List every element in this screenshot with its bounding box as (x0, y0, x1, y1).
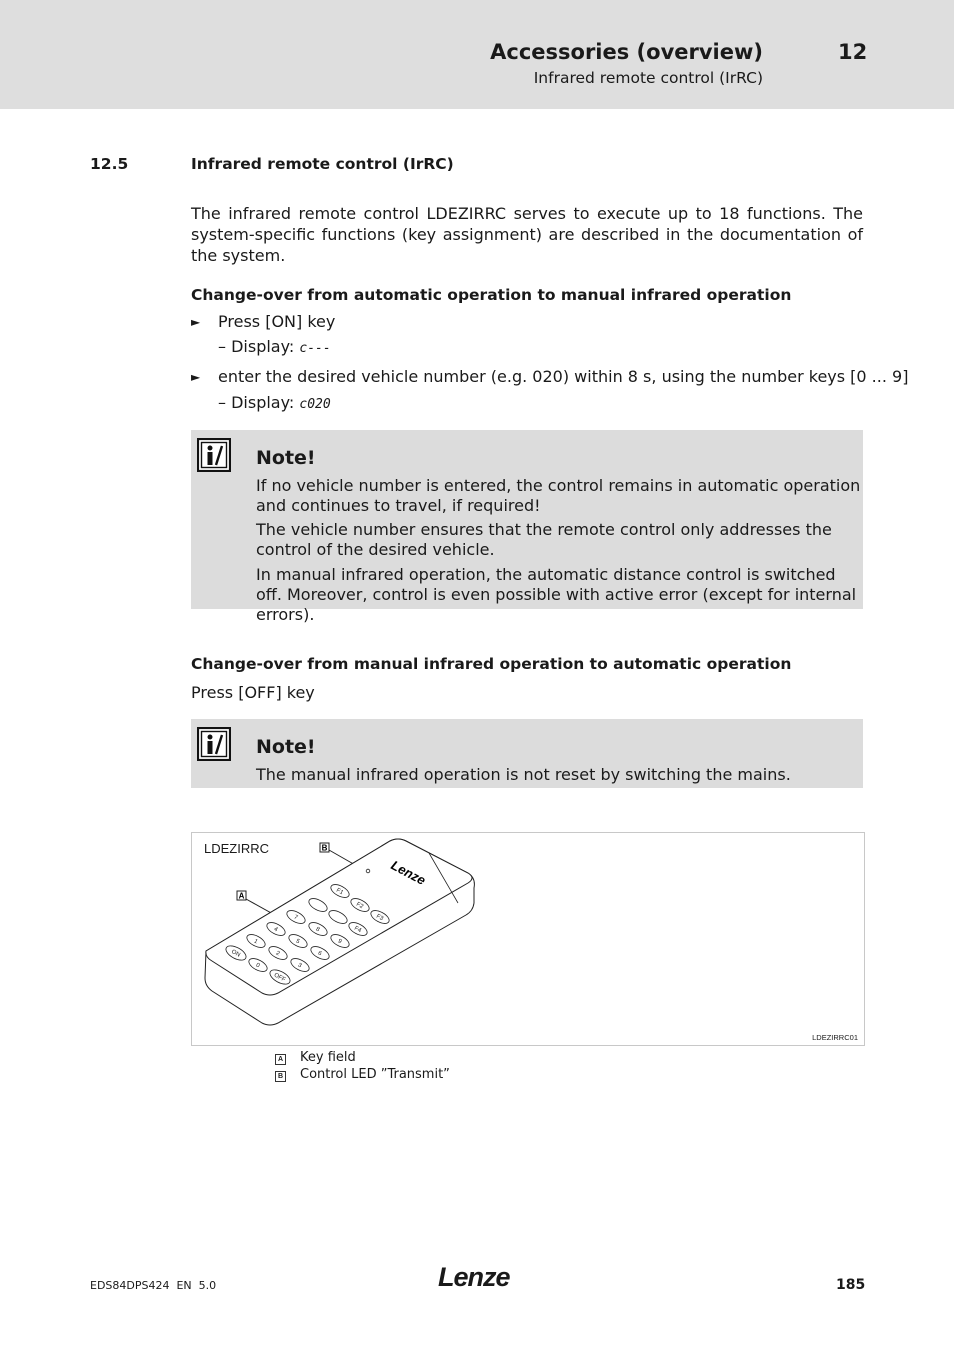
remote-control-figure (191, 832, 865, 1046)
bullet-arrow-icon: ► (191, 370, 201, 384)
note-title: Note! (256, 736, 316, 758)
display-code: c--- (299, 341, 331, 356)
step-2 (191, 367, 908, 386)
svg-text:8: 8 (314, 926, 321, 934)
svg-text:OFF: OFF (272, 972, 287, 984)
note-box (191, 719, 863, 788)
remote-body (205, 839, 474, 1025)
display-label: – Display: (218, 337, 295, 356)
chapter-number: 12 (838, 40, 868, 64)
display-code: c020 (299, 397, 331, 412)
svg-text:F4: F4 (353, 925, 363, 935)
svg-text:6: 6 (316, 950, 323, 958)
step-1-text: Press [ON] key (218, 312, 336, 331)
svg-text:9: 9 (336, 938, 343, 946)
note-paragraph: The manual infrared operation is not reset by switching the mains. (256, 765, 791, 784)
svg-text:F2: F2 (355, 901, 365, 911)
header-subtitle: Infrared remote control (IrRC) (533, 69, 763, 87)
legend-key: A (275, 1054, 286, 1065)
intro-paragraph: The infrared remote control LDEZIRRC serves to execute up to 18 functions. The system-specific functions (key assignment) are described in the documentation of the system. (191, 204, 863, 265)
svg-text:0: 0 (254, 962, 261, 970)
step-1 (191, 312, 335, 331)
bullet-arrow-icon: ► (191, 315, 201, 329)
svg-text:1: 1 (252, 938, 259, 946)
note-title: Note! (256, 447, 316, 469)
display-label: – Display: (218, 393, 295, 412)
callout-b-letter: B (321, 843, 328, 853)
legend-item (275, 1050, 356, 1065)
legend-text: Control LED ”Transmit” (300, 1067, 450, 1082)
press-off-text: Press [OFF] key (191, 683, 315, 702)
svg-text:ON: ON (230, 949, 241, 959)
legend-key: B (275, 1071, 286, 1082)
figure-reference: LDEZIRRC01 (812, 1033, 858, 1042)
svg-text:F3: F3 (375, 913, 385, 923)
svg-text:3: 3 (296, 962, 303, 970)
note-box (191, 430, 863, 624)
remote-brand-logo: Lenze (388, 857, 429, 888)
svg-text:5: 5 (294, 938, 301, 946)
svg-text:2: 2 (274, 950, 281, 958)
info-icon (197, 727, 231, 761)
remote-control-illustration (192, 833, 864, 1045)
svg-text:F1: F1 (335, 887, 345, 897)
legend-text: Key field (300, 1050, 356, 1065)
manual-to-auto-heading: Change-over from manual infrared operation to automatic operation (191, 655, 792, 673)
step-2-text: enter the desired vehicle number (e.g. 020) within 8 s, using the number keys [0 ... 9] (218, 367, 909, 386)
note-paragraph: In manual infrared operation, the automatic distance control is switched off. Moreover, control is even possible with active error (except for internal errors). (256, 565, 857, 624)
legend-item (275, 1067, 450, 1082)
step-1-display (218, 337, 331, 356)
info-icon (197, 438, 231, 472)
note-paragraph: If no vehicle number is entered, the control remains in automatic operation and continues to travel, if required! (256, 476, 861, 515)
callout-a-letter: A (238, 891, 245, 901)
note-paragraph: The vehicle number ensures that the remote control only addresses the control of the desired vehicle. (256, 520, 832, 559)
step-2-display (218, 393, 331, 412)
figure-label: LDEZIRRC (204, 841, 270, 856)
svg-text:4: 4 (272, 926, 279, 934)
footer-document-id: EDS84DPS424 EN 5.0 (90, 1279, 217, 1292)
header-band (0, 0, 954, 109)
svg-text:7: 7 (292, 914, 299, 922)
section-number: 12.5 (90, 155, 129, 173)
lenze-logo: Lenze (438, 1262, 510, 1292)
chapter-title: Accessories (overview) (490, 40, 763, 64)
section-title: Infrared remote control (IrRC) (191, 155, 454, 173)
page-number: 185 (836, 1277, 866, 1293)
auto-to-manual-heading: Change-over from automatic operation to manual infrared operation (191, 286, 792, 304)
